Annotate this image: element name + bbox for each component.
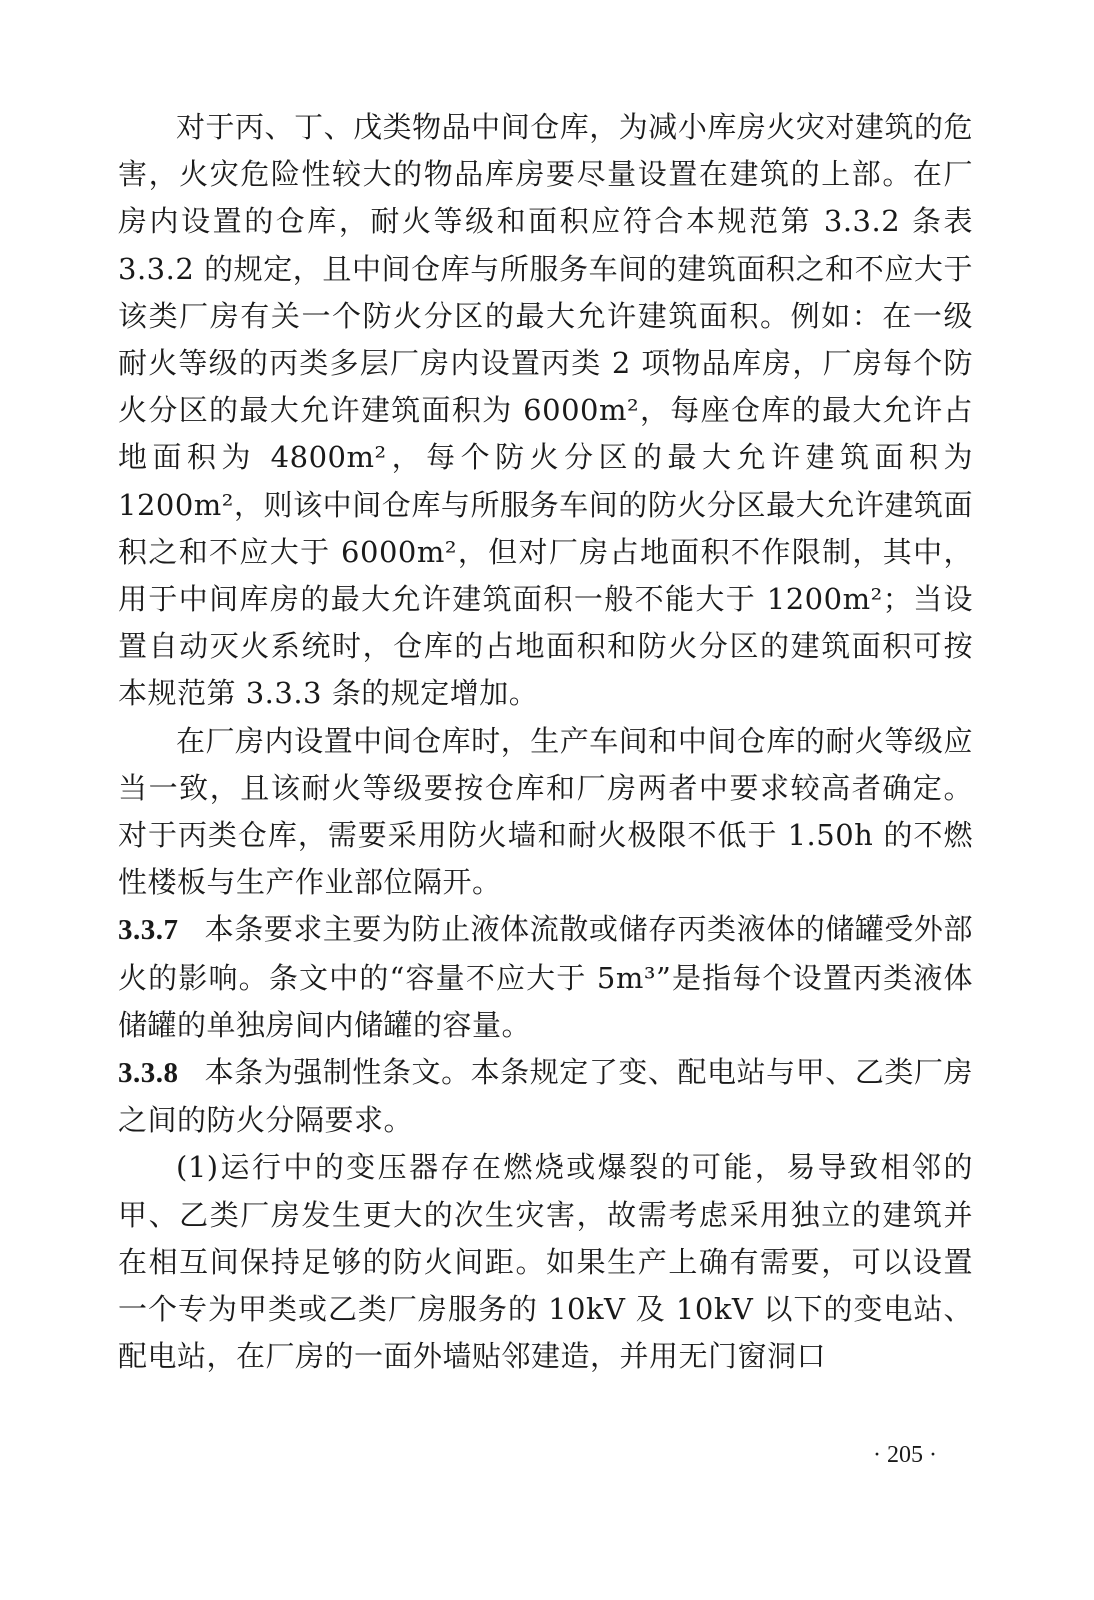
paragraph-fire-rating: 在厂房内设置中间仓库时，生产车间和中间仓库的耐火等级应当一致，且该耐火等级要按仓库和厂房两者中要求较高者确定。对于丙类仓库，需要采用防火墙和耐火极限不低于 1.50h 的不燃性楼板与生产作业部位隔开。 — [118, 723, 973, 900]
paragraph-intermediate-warehouse: 对于丙、丁、戊类物品中间仓库，为减小库房火灾对建筑的危害，火灾危险性较大的物品库房要尽量设置在建筑的上部。在厂房内设置的仓库，耐火等级和面积应符合本规范第 3.3.2 条表 3.3.2 的规定，且中间仓库与所服务车间的建筑面积之和不应大于该类厂房有关一个防火分区的最大允许建筑面积。例如：在一级耐火等级的丙类多层厂房内设置丙类 2 项物品库房，厂房每个防火分区的最大允许建筑面积为 6000m²，每座仓库的最大允许占地面积为 4800m²，每个防火分区的最大允许建筑面积为 1200m²，则该中间仓库与所服务车间的防火分区最大允许建筑面积之和不应大于 6000m²，但对厂房占地面积不作限制，其中，用于中间库房的最大允许建筑面积一般不能大于 1200m²；当设置自动灭火系统时，仓库的占地面积和防火分区的建筑面积可按本规范第 3.3.3 条的规定增加。 — [118, 110, 973, 711]
clause-text: 本条要求主要为防止液体流散或储存丙类液体的储罐受外部火的影响。条文中的“容量不应大于 5m³”是指每个设置丙类液体储罐的单独房间内储罐的容量。 — [118, 912, 973, 1042]
clause-number: 3.3.8 — [118, 1057, 179, 1090]
clause-3-3-7 — [118, 906, 973, 1049]
page-number: · 205 · — [873, 1442, 937, 1468]
paragraph-transformer: (1)运行中的变压器存在燃烧或爆裂的可能，易导致相邻的甲、乙类厂房发生更大的次生灾害，故需考虑采用独立的建筑并在相互间保持足够的防火间距。如果生产上确有需要，可以设置一个专为甲类或乙类厂房服务的 10kV 及 10kV 以下的变电站、配电站，在厂房的一面外墙贴邻建造，并用无门窗洞口 — [118, 1150, 973, 1374]
clause-3-3-8 — [118, 1049, 973, 1144]
body-text — [118, 104, 973, 1380]
clause-text: 本条为强制性条文。本条规定了变、配电站与甲、乙类厂房之间的防火分隔要求。 — [118, 1055, 973, 1138]
clause-number: 3.3.7 — [118, 914, 179, 947]
